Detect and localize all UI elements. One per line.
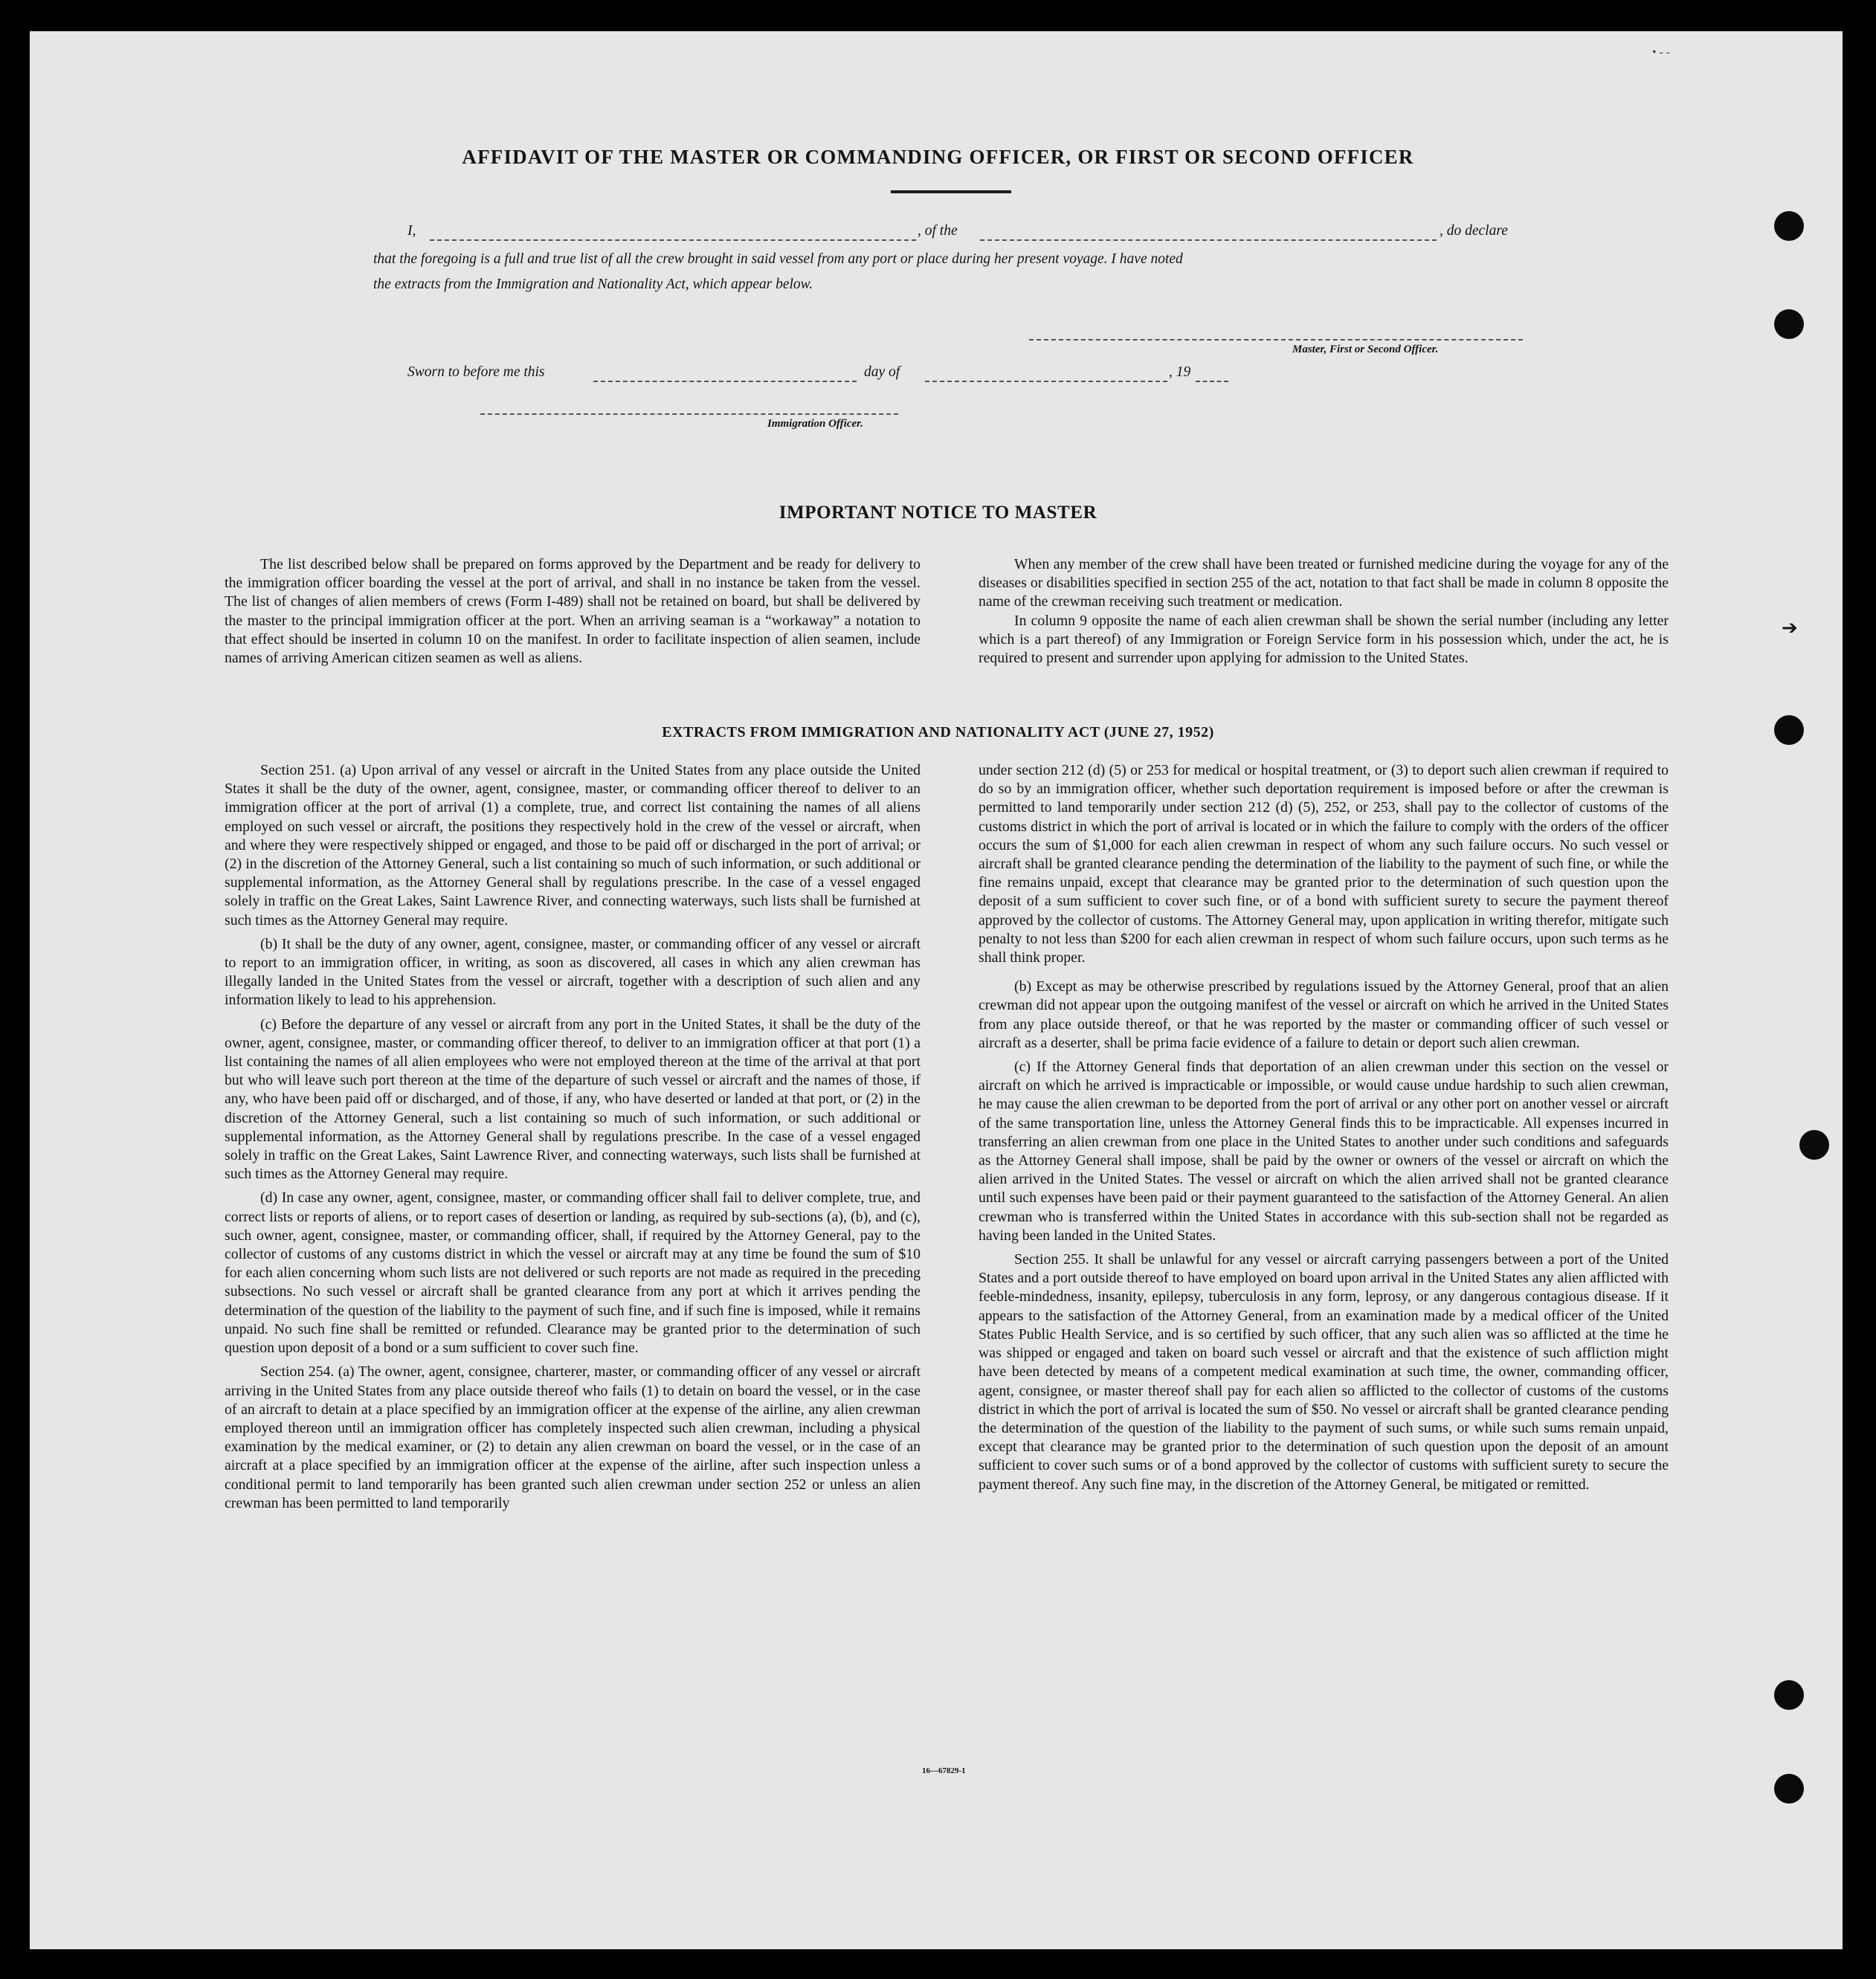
extracts-right-column <box>979 761 1669 1499</box>
extracts-left-column <box>225 761 921 1518</box>
form-code: 16—67829-1 <box>922 1766 966 1775</box>
notice-right-paragraph-2: In column 9 opposite the name of each alien crewman shall be shown the serial number (including any letter which is a part thereof) of any Immigration or Foreign Service form in his possession which, under the act, he is required to present and surrender upon applying for admission to the United States. <box>979 612 1669 667</box>
immigration-officer-signature-line[interactable] <box>480 413 898 415</box>
section-254-b: (b) Except as may be otherwise prescribed by regulations issued by the Attorney General, proof that an alien crewman did not appear upon the outgoing manifest of the vessel or aircraft on which he arrived in the United States from any place outside thereof, or that he was reported by the master or commanding officer of such vessel or aircraft as a deserter, shall be prima facie evidence of a failure to detain or deport such alien crewman. <box>979 978 1669 1051</box>
section-254-a-continued: under section 212 (d) (5) or 253 for medical or hospital treatment, or (3) to deport such alien crewman if required to do so by an immigration officer, whether such deportation requirement is imposed before or after the crewman is permitted to land temporarily under section 212 (d) (5), 252, or 253, shall pay to the collector of customs of the customs district in which the port of arrival is located or in which the failure to comply with the orders of the officer occurs the sum of $1,000 for each alien crewman in respect of whom any such failure occurs. No such vessel or aircraft shall be granted clearance pending the determination of the liability to the payment of such fine, or while the fine remains unpaid, except that clearance may be granted prior to the determination of such question upon the deposit of a sum sufficient to cover such fine, or of a bond with sufficient surety to secure the payment thereof approved by the collector of customs. The Attorney General may, upon application in writing therefor, mitigate such penalty to not less than $200 for each alien crewman in respect of whom such failure occurs, upon such terms as he shall think proper. <box>979 762 1669 966</box>
notice-title: IMPORTANT NOTICE TO MASTER <box>779 503 1097 523</box>
section-251-c: (c) Before the departure of any vessel or aircraft from any port in the United States, it shall be the duty of the owner, agent, consignee, master, or commanding officer thereof, to deliver to an immigration officer at that port (1) a list containing the names of all alien employees who were not employed thereon at the time of the arrival at that port but who will leave such port thereon at the time of the departure of such vessel or aircraft and the names of those, if any, who have been paid off or discharged, and of those, if any, who have deserted or landed at that port, or (2) in the discretion of the Attorney General, such a list containing so much of such information, or such additional or supplemental information, as the Attorney General shall by regulations prescribe. In the case of a vessel engaged solely in traffic on the Great Lakes, Saint Lawrence River, and connecting waterways, such lists shall be furnished at such times as the Attorney General may require. <box>225 1016 921 1183</box>
i-label: I, <box>407 223 416 239</box>
section-254-c: (c) If the Attorney General finds that deportation of an alien crewman under this section on the vessel or aircraft on which he arrived is impracticable or impossible, or would cause undue hardship to such alien crewman, he may cause the alien crewman to be deported from the port of arrival or any other port on another vessel or aircraft of the same transportation line, unless the Attorney General finds this to be impracticable. All expenses incurred in transferring an alien crewman from one place in the United States to another under such conditions and safeguards as the Attorney General shall impose, shall be paid by the owner or owners of the vessel or aircraft on which the alien arrived in the United States. The vessel or aircraft on which the alien arrived shall not be granted clearance until such expenses have been paid or their payment guaranteed to the satisfaction of the Attorney General. An alien crewman who is transferred within the United States in accordance with this sub-section shall not be regarded as having been landed in the United States. <box>979 1059 1669 1244</box>
notice-left-column <box>225 555 921 673</box>
declaration-text-line2: the extracts from the Immigration and Nationality Act, which appear below. <box>373 277 813 292</box>
declarant-name-line[interactable] <box>430 239 916 241</box>
extracts-title: EXTRACTS FROM IMMIGRATION AND NATIONALITY ACT (JUNE 27, 1952) <box>662 724 1214 740</box>
master-signature-line[interactable] <box>1029 339 1523 340</box>
scan-mark: ➔ <box>1782 617 1798 639</box>
immigration-officer-caption: Immigration Officer. <box>767 418 863 430</box>
sworn-month-line[interactable] <box>925 381 1167 382</box>
punch-hole <box>1774 1774 1804 1804</box>
sworn-year-line[interactable] <box>1196 381 1228 382</box>
title-rule <box>891 190 1011 193</box>
vessel-name-line[interactable] <box>980 239 1437 241</box>
section-255: Section 255. It shall be unlawful for any vessel or aircraft carrying passengers between a port of the United States and a port outside thereof to have employed on board upon arrival in the United States any alien afflicted with feeble-mindedness, insanity, epilepsy, tuberculosis in any form, leprosy, or any dangerous contagious disease. If it appears to the satisfaction of the Attorney General, from an examination made by a medical officer of the United States Public Health Service, and is so certified by such officer, that any such alien was so afflicted at the time he was shipped or engaged and taken on board such vessel or aircraft and that the existence of such affliction might have been detected by means of a competent medical examination at such time, the owner, commanding officer, agent, consignee, or master thereof shall pay for each alien so afflicted to the collector of customs of the customs district in which the port of arrival is located the sum of $50. No vessel or aircraft shall be granted clearance pending the determination of the question of the liability to the payment of such sums, or while such sums remain unpaid, except that clearance may be granted prior to the determination of such question upon the deposit of an amount sufficient to cover such sums or of a bond approved by the collector of customs with sufficient surety to secure the payment thereof. Any such fine may, in the discretion of the Attorney General, be mitigated or remitted. <box>979 1251 1669 1493</box>
sworn-label: Sworn to before me this <box>407 364 545 380</box>
sworn-day-line[interactable] <box>593 381 857 382</box>
section-251-d: (d) In case any owner, agent, consignee, master, or commanding officer shall fail to deliver complete, true, and correct lists or reports of aliens, or to report cases of desertion or landing, as required by sub-sections (a), (b), and (c), such owner, agent, consignee, master, or commanding officer, shall, if required by the Attorney General, pay to the collector of customs of any customs district in which the vessel or aircraft may at any time be found the sum of $10 for each alien concerning whom such lists are not delivered or such reports are not made as required in the preceding subsections. No such vessel or aircraft shall be granted clearance from any port at which it arrives pending the determination of the question of the liability to the payment of such fine, and if such fine is imposed, while it remains unpaid. No such fine shall be remitted or refunded. Clearance may be granted prior to the determination of such question upon deposit of a bond or a sum sufficient to cover such fine. <box>225 1189 921 1357</box>
declaration-text-line1: that the foregoing is a full and true list of all the crew brought in said vessel from any port or place during her present voyage. I have noted <box>373 251 1183 267</box>
punch-hole <box>1774 211 1804 241</box>
punch-hole <box>1774 309 1804 339</box>
scan-mark: • - - <box>1652 46 1671 59</box>
section-251-b: (b) It shall be the duty of any owner, agent, consignee, master, or commanding officer of any vessel or aircraft to report to an immigration officer, in writing, as soon as discovered, all cases in which any alien crewman has illegally landed in the United States from the vessel or aircraft, together with a description of such alien and any information likely to lead to his apprehension. <box>225 935 921 1009</box>
master-caption: Master, First or Second Officer. <box>1292 343 1439 355</box>
section-254-a: Section 254. (a) The owner, agent, consignee, charterer, master, or commanding officer of any vessel or aircraft arriving in the United States from any place outside thereof who fails (1) to detain on board the vessel, or in the case of an aircraft to detain at a place specified by an immigration officer at the expense of the airline, any alien crewman employed thereon until an immigration officer has completely inspected such alien crewman, including a physical examination by the medical examiner, or (2) to detain any alien crewman on board the vessel, or in the case of an aircraft at a place specified by an immigration officer at the expense of the airline, after such inspection unless a conditional permit to land temporarily has been granted such alien crewman under section 252 or unless an alien crewman has been permitted to land temporarily <box>225 1363 921 1511</box>
notice-right-column <box>979 555 1669 673</box>
punch-hole <box>1774 1680 1804 1710</box>
notice-left-paragraph: The list described below shall be prepared on forms approved by the Department and be ready for delivery to the immigration officer boarding the vessel at the port of arrival, and shall in no instance be taken from the vessel. The list of changes of alien members of crews (Form I-489) shall not be retained on board, but shall be delivered by the master to the principal immigration officer at the port. When an arriving seaman is a “workaway” a notation to that effect should be inserted in column 10 on the manifest. In order to facilitate inspection of alien seamen, include names of arriving American citizen seamen as well as aliens. <box>225 556 921 667</box>
punch-hole <box>1799 1130 1829 1160</box>
day-of-label: day of <box>864 364 900 380</box>
do-declare-label: , do declare <box>1440 223 1508 239</box>
of-the-label: , of the <box>918 223 958 239</box>
affidavit-title: AFFIDAVIT OF THE MASTER OR COMMANDING OFFICER, OR FIRST OR SECOND OFFICER <box>462 146 1414 168</box>
section-251-a: Section 251. (a) Upon arrival of any vessel or aircraft in the United States from any place outside the United States it shall be the duty of the owner, agent, consignee, master, or commanding officer thereof to deliver to an immigration officer at the port of arrival (1) a complete, true, and correct list containing the names of all aliens employed on such vessel or aircraft, the positions they respectively hold in the crew of the vessel or aircraft, when and where they were respectively shipped or engaged, and those to be paid off or discharged in the port of arrival; or (2) in the discretion of the Attorney General, such a list containing so much of such information, or such additional or supplemental information, as the Attorney General shall by regulations prescribe. In the case of a vessel engaged solely in traffic on the Great Lakes, Saint Lawrence River, and connecting waterways, such lists shall be furnished at such times as the Attorney General may require. <box>225 762 921 929</box>
year-label: , 19 <box>1169 364 1191 380</box>
notice-right-paragraph-1: When any member of the crew shall have been treated or furnished medicine during the voyage for any of the diseases or disabilities specified in section 255 of the act, notation to that fact shall be made in column 8 opposite the name of the crewman receiving such treatment or medication. <box>979 556 1669 610</box>
